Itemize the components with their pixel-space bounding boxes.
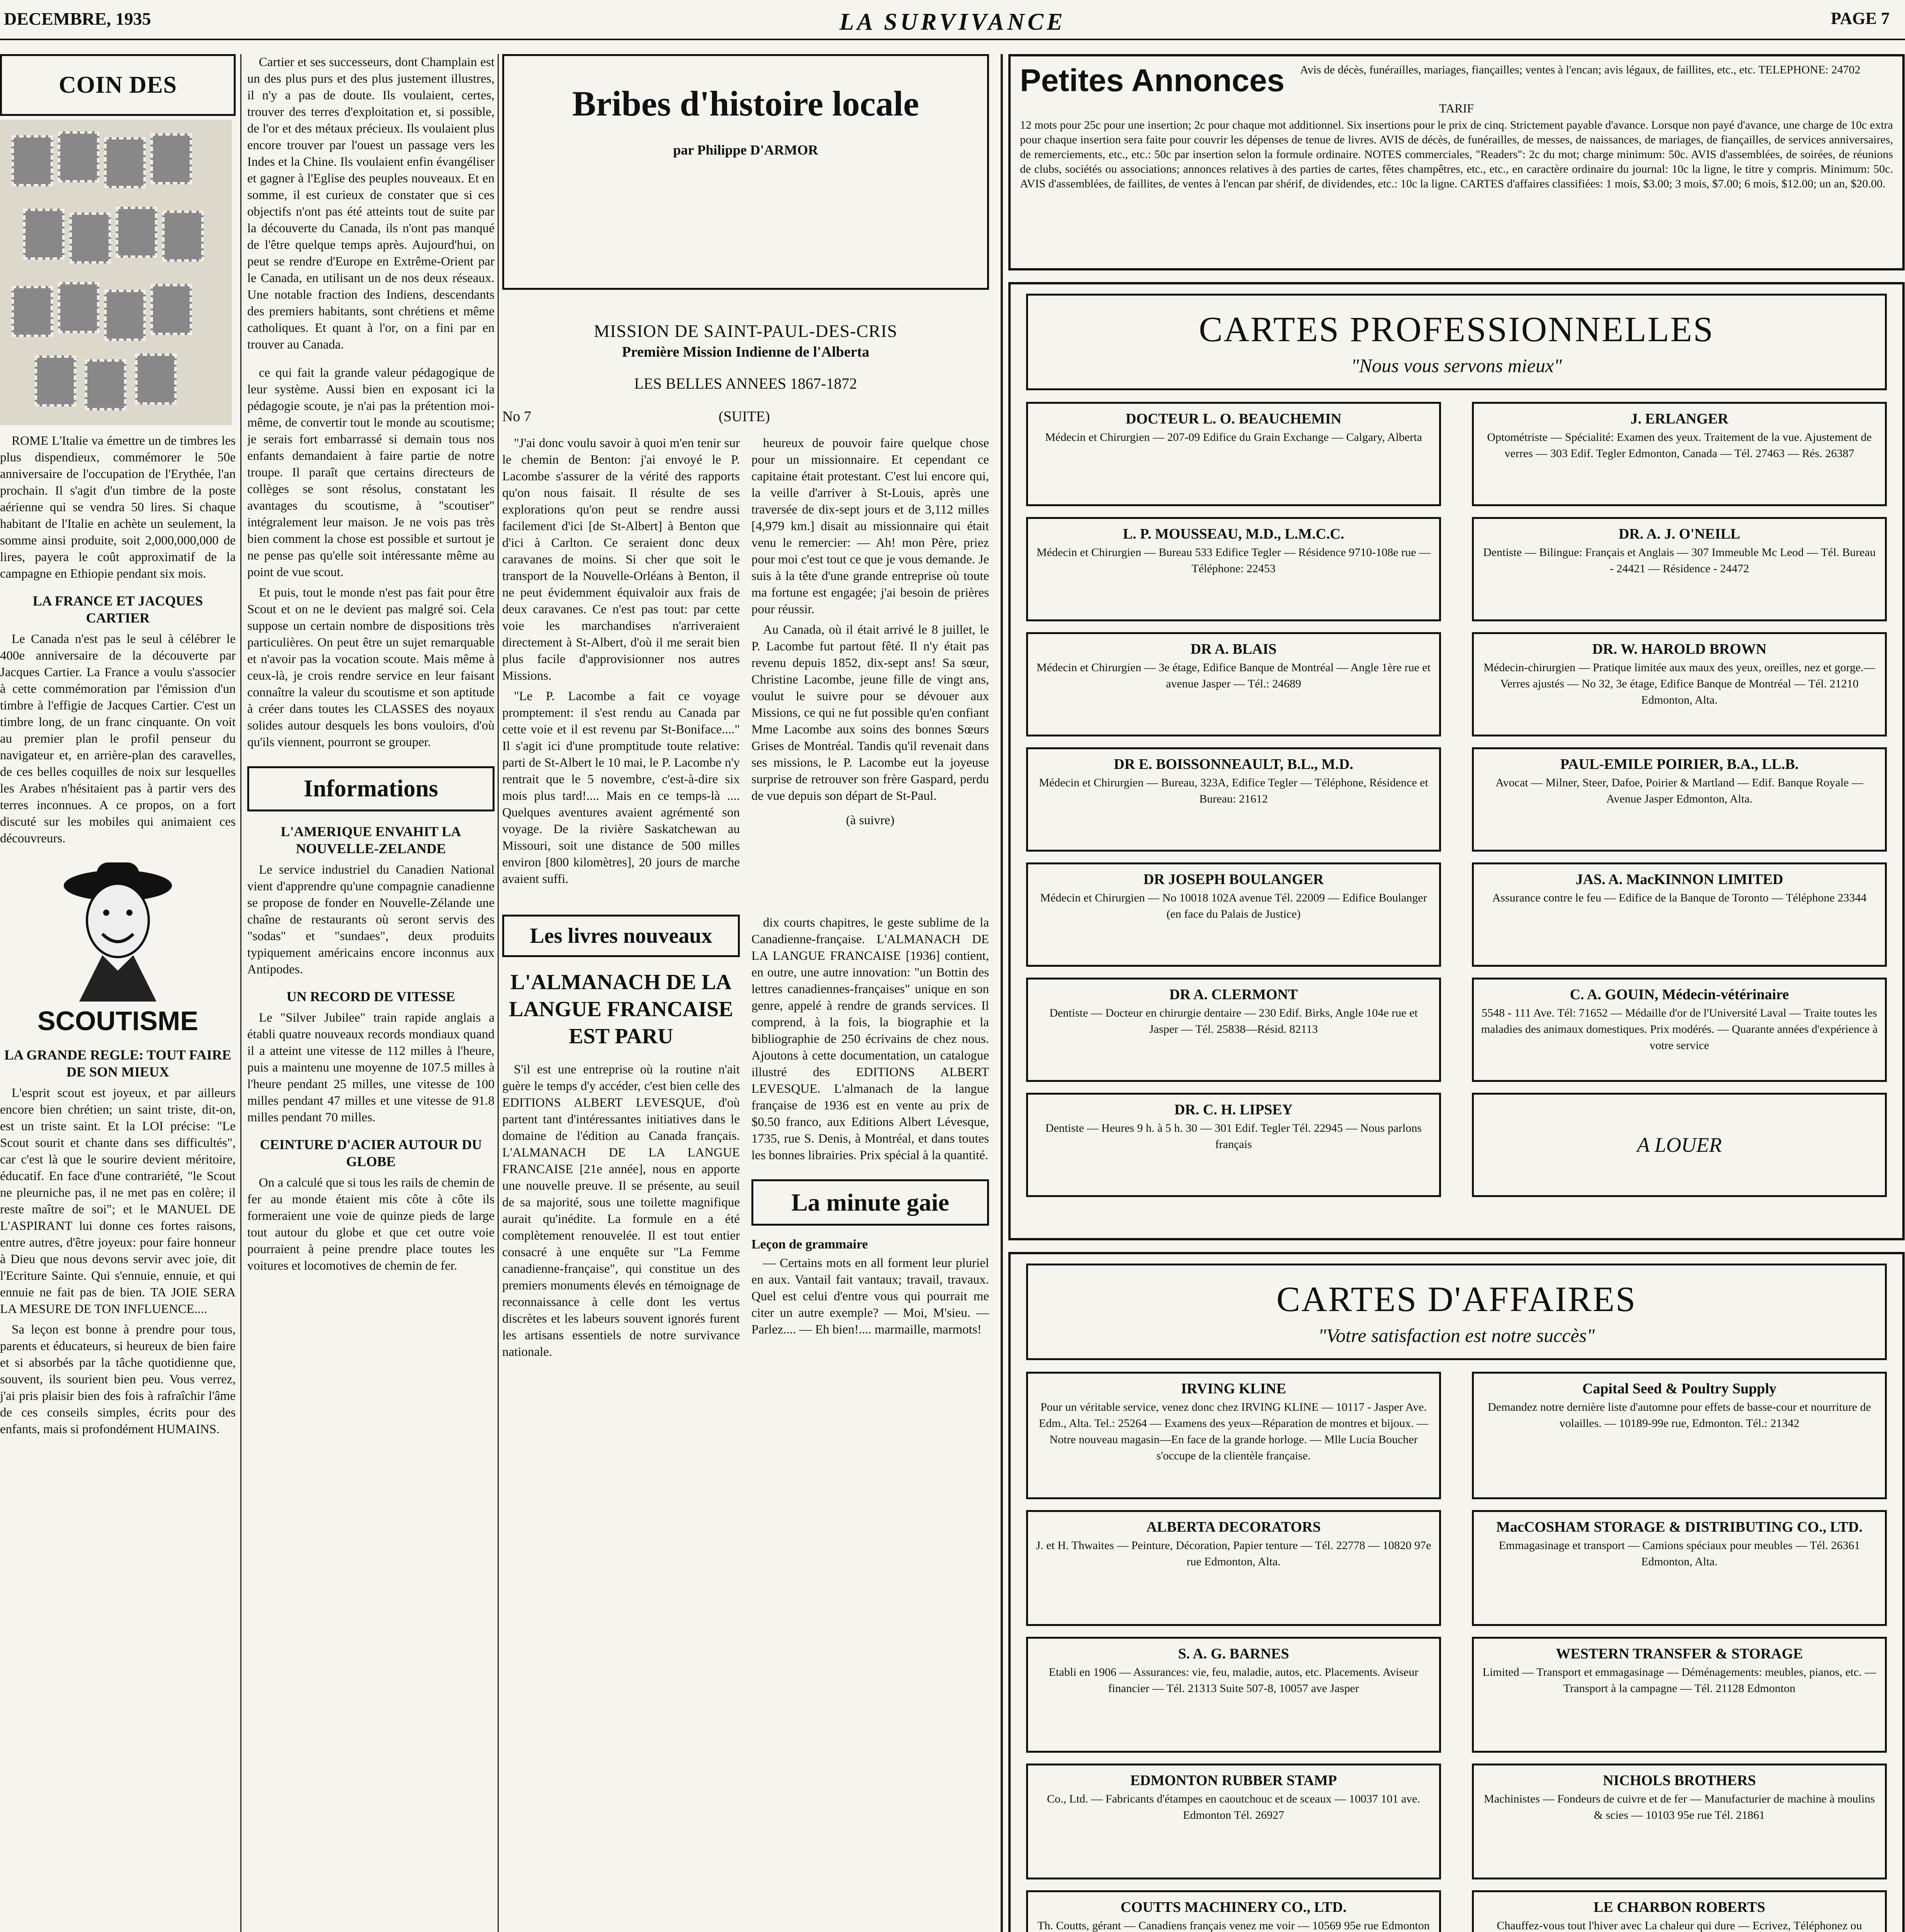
minute-gaie-title: La minute gaie: [751, 1179, 989, 1226]
stamps-illustration: [0, 120, 232, 425]
cartes-professionnelles-title: CARTES PROFESSIONNELLES: [1199, 310, 1714, 349]
pro-card: DR A. BLAIS Médecin et Chirurgien — 3e étage, Edifice Banque de Montréal — Angle 1ère rue et avenue Jasper — Tél.: 24689: [1026, 632, 1441, 736]
business-card: ALBERTA DECORATORS J. et H. Thwaites — Peinture, Décoration, Papier tenture — Tél. 22778 — 10820 97e rue Edmonton, Alta.: [1026, 1510, 1441, 1626]
pro-card: PAUL-EMILE POIRIER, B.A., LL.B. Avocat — Milner, Steer, Dafoe, Poirier & Martland — Edif. Banque Royale — Avenue Jasper Edmonton, Alta.: [1472, 747, 1887, 852]
info-record-text: Le "Silver Jubilee" train rapide anglais a établi quatre nouveaux records mondiaux quand il a atteint une vitesse de 112 milles à l'heure, puis a maintenu une moyenne de 107.5 milles à l'heure pendant 25 milles, une vitesse de 100 milles pendant 47 milles et une vitesse de 91.8 milles pendant 70 milles.: [247, 1011, 495, 1124]
pro-card: JAS. A. MacKINNON LIMITED Assurance contre le feu — Edifice de la Banque de Toronto — Téléphone 23344: [1472, 862, 1887, 967]
pro-card: DR E. BOISSONNEAULT, B.L., M.D. Médecin et Chirurgien — Bureau, 323A, Edifice Tegler — Téléphone, Résidence et Bureau: 21612: [1026, 747, 1441, 852]
almanach-text: S'il est une entreprise où la routine n'ait guère le temps d'y accéder, c'est bien celle des EDITIONS ALBERT LEVESQUE, d'où partent tant d'intéressantes initiatives dans le domaine de l'édition au Canada français. L'ALMANACH DE LA LANGUE FRANCAISE [21e année], nous en apporte une nouvelle preuve. Il se présente, au seuil de sa majorité, sous une toilette magnifique aurait qu'inédite. La formule en a été complètement renouvelée. Il est tout entier consacré à une enquête sur "La Femme canadienne-française", qui constitue un des premiers monuments élevés en témoignage de reconnaissance à celle dont les vertus discrètes et les labeurs souvent ignorés furent les artisans essentiels de notre survivance nationale.: [502, 1063, 740, 1359]
column-divider: [498, 54, 499, 1932]
column-cartier-informations: [247, 54, 495, 1932]
petites-annonces-box: [1008, 54, 1905, 270]
episode-number: No 7: [502, 408, 531, 425]
scoutisme-continuation: ce qui fait la grande valeur pédagogique de leur système. Aussi bien en exposant ici la pédagogie scoute, je n'ai pas la prétention moi-même, de convertir tout le monde au scoutisme; je serais fort embarrassé si demain tous nos enfants demandaient à faire partie de notre troupe. Il paraît que certains directeurs de collèges se sont résolus, constatant les avantages du scoutisme, à "scoutiser" intégralement leur maison. Je ne vois pas très bien comment la chose est possible et surtout je ne pense pas qu'elle soit intéressante même au point de vue scout. Et puis, tout le monde n'est pas fait pour être Scout et on ne le devient pas malgré soi. Cela suppose un certain nombre de dispositions très particulières. On peut être un sujet remarquable et n'avoir pas la vocation scoute. Mais même à ceux-là, je crois rendre service en leur faisant connaître la valeur du scoutisme et son aptitude à créer dans toutes les CLASSES des noyaux solides autour desquels les bons vouloirs, d'où qu'ils viennent, pourront se grouper.: [247, 366, 495, 749]
info-ceinture-heading: CEINTURE D'ACIER AUTOUR DU GLOBE: [260, 1137, 482, 1169]
scoutisme-text: L'esprit scout est joyeux, et par ailleurs encore bien chrétien; un saint triste, dit-on, est un triste saint. Et la LOI précise: "Le Scout sourit et chante dans ses difficultés", car c'est là que le sourire devient méritoire, éducatif. En face d'une contrariété, "le Scout ne pleurniche pas, il ne met pas en colère; il reste maître de soi"; et le MANUEL DE L'ASPIRANT lui donne ces fortes raisons, entre autres, d'être joyeux: pour faire honneur à Dieu que nous devons servir avec joie, dit l'Ecriture Sainte. Qui s'ennuie, ennuie, et qui ennuie ne fait pas de bien. TA JOIE SERA LA MESURE DE TON INFLUENCE.... Sa leçon est bonne à prendre pour tous, parents et éducateurs, si heureux de bien faire et si absorbés par la tâche quotidienne que, souvent, ils sourient bien peu. Vous verrez, j'ai pris plaisir bien des fois à rafraîchir l'âme de ces conseils simples, écrits pour des enfants, mais si profondément HUMAINS.: [0, 1086, 236, 1436]
livres-nouveaux-banner: Les livres nouveaux: [502, 915, 740, 957]
scout-portrait-illustration: [60, 855, 176, 1002]
column-divider: [240, 54, 241, 1932]
cartes-professionnelles-slogan: "Nous vous servons mieux": [1351, 355, 1562, 376]
a-suivre: (à suivre): [846, 813, 895, 827]
bribes-text-right: heureux de pouvoir faire quelque chose pour un missionnaire. Et cependant ce capitaine était protestant. C'est lui encore qui, la veille d'arriver à St-Louis, après une traversée de dix-sept jours et de 3,112 milles [4,979 km.] disait au missionnaire qui était venu le remercier: — Ah! mon Père, priez pour moi c'est tout ce que je vous demande. Je suis à la tête d'une grande entreprise où toute ma fortune est engagée; j'ai besoin de prières pour réussir. Au Canada, où il était arrivé le 8 juillet, le P. Lacombe fut partout fêté. Il n'y était pas revenu depuis 1852, dix-sept ans! Sa sœur, Christine Lacombe, jeune fille de vingt ans, voulut le suivre pour se dévouer aux Missions, ce qui ne fut possible qu'en confiant Mme Lacombe aux soins des bonnes Sœurs Grises de Montréal. Tandis qu'il revenait dans ses missions, le P. Lacombe eut la joyeuse surprise de retrouver son frère Gaspard, perdu de vue depuis son départ de St-Paul. (à suivre): [751, 435, 989, 891]
pro-card: DR. W. HAROLD BROWN Médecin-chirurgien — Pratique limitée aux maux des yeux, oreilles, nez et gorge.—Verres ajustés — No 32, 3e étage, Edifice Banque de Montréal — Tél. 21210 Edmonton, Alta.: [1472, 632, 1887, 736]
pro-card: DOCTEUR L. O. BEAUCHEMIN Médecin et Chirurgien — 207-09 Edifice du Grain Exchange — Calgary, Alberta: [1026, 402, 1441, 506]
info-ceinture-text: On a calculé que si tous les rails de chemin de fer au monde étaient mis côte à côte ils formeraient une voie de quinze pieds de large tout autour du globe et que cet outre voie pourraient à peine prendre place toutes les voitures et locomotives de chemin de fer.: [247, 1176, 495, 1273]
business-card: NICHOLS BROTHERS Machinistes — Fondeurs de cuivre et de fer — Manufacturier de machine à moulins & scies — 10103 95e rue Tél. 21861: [1472, 1764, 1887, 1879]
issue-date: DECEMBRE, 1935: [4, 9, 151, 29]
business-card: Capital Seed & Poultry Supply Demandez notre dernière liste d'automne pour effets de basse-cour et nourriture de volailles. — 10189-99e rue, Edmonton. Tél.: 21342: [1472, 1372, 1887, 1499]
belles-annees-heading: LES BELLES ANNEES 1867-1872: [634, 375, 857, 392]
petites-annonces-title: Petites Annonces: [1020, 63, 1285, 98]
pro-card: DR. C. H. LIPSEY Dentiste — Heures 9 h. à 5 h. 30 — 301 Edif. Tegler Tél. 22945 — Nous parlons français: [1026, 1093, 1441, 1197]
mission-title: MISSION DE SAINT-PAUL-DES-CRIS: [594, 321, 897, 341]
scoutisme-title: SCOUTISME: [37, 1006, 199, 1036]
france-cartier-heading: LA FRANCE ET JACQUES CARTIER: [32, 593, 203, 626]
info-nouvelle-zelande-text: Le service industriel du Canadien National vient d'apprendre qu'une compagnie canadienne se propose de fonder en Nouvelle-Zélande une chaîne de restaurants où seront servis des "sodas" et "sundaes", deux produits typiquement américains encore inconnus aux Antipodes.: [247, 863, 495, 976]
business-card: IRVING KLINE Pour un véritable service, venez donc chez IRVING KLINE — 10117 - Jasper Ave. Edm., Alta. Tel.: 25264 — Examens des yeux—Réparation de montres et bijoux. — Notre nouveau magasin—En face de la grande horloge. — Mlle Lucia Boucher s'occupe de la clientèle française.: [1026, 1372, 1441, 1499]
cartes-affaires-title: CARTES D'AFFAIRES: [1276, 1279, 1636, 1319]
pro-card: C. A. GOUIN, Médecin-vétérinaire 5548 - 111 Ave. Tél: 71652 — Médaille d'or de l'Université Laval — Traite toutes les maladies des animaux domestiques. Prix modérés. — Quarante années d'expérience à votre service: [1472, 978, 1887, 1082]
informations-title: Informations: [247, 766, 495, 811]
column-divider: [1001, 54, 1003, 1932]
scoutisme-subheading: LA GRANDE REGLE: TOUT FAIRE DE SON MIEUX: [4, 1047, 231, 1080]
bribes-text-left: "J'ai donc voulu savoir à quoi m'en tenir sur le chemin de Benton: j'ai envoyé le P. Lacombe s'assurer de la vérité des rapports qu'on nous faisait. Il résulte de ses explorations qu'on peut se rendre aussi facilement d'ici [de St-Albert] à Benton que d'ici à Carlton. Ce seraient donc deux caravanes de moins. Si cher que soit le transport de la Nouvelle-Orléans à Benton, il ne peut évidemment équivaloir aux frais de deux caravanes. Ce n'est pas tout: par cette voie les marchandises n'arriveraient directement à St-Albert, d'où il me serait bien plus facile d'approvisionner nos autres Missions. "Le P. Lacombe a fait ce voyage promptement: il s'est rendu au Canada par cette voie et il est revenu par St-Boniface...." Il s'agit ici d'une promptitude toute relative: parti de St-Albert le 10 mai, le P. Lacombe n'y rentrait que le 5 novembre, c'est-à-dire six mois plus tard!.... Mais en ce temps-là .... Quelques aventures avaient agrémenté son voyage. De la rivière Saskatchewan au Missouri, soit une distance de 500 milles environ [800 kilomètres], 20 jours de marche avaient suffi.: [502, 436, 740, 886]
business-card: S. A. G. BARNES Etabli en 1906 — Assurances: vie, feu, maladie, autos, etc. Placements. Aviseur financier — Tél. 21313 Suite 507-8, 10057 ave Jasper: [1026, 1637, 1441, 1753]
business-card: WESTERN TRANSFER & STORAGE Limited — Transport et emmagasinage — Déménagements: meubles, pianos, etc. — Transport à la campagne — Tél. 21128 Edmonton: [1472, 1637, 1887, 1753]
lecon-grammaire-text: — Certains mots en all forment leur pluriel en aux. Vantail fait vantaux; travail, travaux. Quel est celui d'entre vous qui pourrait me citer un autre exemple? — Moi, M'sieu. — Parlez.... — Eh bien!.... marmaille, marmots!: [751, 1256, 989, 1337]
cartes-affaires-grid: [1026, 1372, 1887, 1932]
mission-subtitle: Première Mission Indienne de l'Alberta: [622, 344, 870, 360]
france-cartier-text: Le Canada n'est pas le seul à célébrer le 400e anniversaire de la découverte par Jacques Cartier. La France a voulu s'associer à cette commémoration par l'émission d'un timbre à l'effigie de Jacques Cartier. C'est un timbre long, de un franc cinquante. On voit au premier plan le profil penseur du navigateur et, en arrière-plan des caravelles, de ces belles coquilles de noix sur lesquelles les Arabes n'hésitaient pas à partir vers des terres inconnues. A ce propos, on a fort discuté sur les mobiles qui animaient ces découvreurs.: [0, 632, 236, 845]
bribes-title: Bribes d'histoire locale: [572, 84, 919, 123]
a-louer-card: A LOUER: [1472, 1093, 1887, 1197]
pro-card: L. P. MOUSSEAU, M.D., L.M.C.C. Médecin et Chirurgien — Bureau 533 Edifice Tegler — Résidence 9710-108e rue — Téléphone: 22453: [1026, 517, 1441, 621]
page-number: PAGE 7: [1831, 9, 1890, 28]
bribes-text-columns: [502, 435, 989, 891]
business-card: EDMONTON RUBBER STAMP Co., Ltd. — Fabricants d'étampes en caoutchouc et de sceaux — 10037 101 ave. Edmonton Tél. 26927: [1026, 1764, 1441, 1879]
bribes-header-box: [502, 54, 989, 290]
tarif-text: 12 mots pour 25c pour une insertion; 2c pour chaque mot additionnel. Six insertions pour le prix de cinq. Strictement payable d'avance. Lorsque non payé d'avance, une charge de 10c extra pour chaque insertion sera faite pour couvrir les dépenses de tenue de livres. AVIS de décès, de funérailles, de messes, de naissances, de mariages, de fiançailles, de services anniversaires, de remerciements, etc., etc.: 50c par insertion selon la formule ordinaire. NOTES commerciales, "Readers": 2c du mot; charge minimum: 50c. AVIS d'assemblées, de soirées, de réunions de clubs, sociétés ou associations; annonces relatives à des parties de cartes, fêtes champêtres, etc., etc., en caractère ordinaire du journal: 10c la ligne, le titre y compris. Minimum: 50c. AVIS d'assemblées, de faillites, de ventes à l'encan par shérif, de dividendes, etc.: 10c la ligne. CARTES d'affaires classifiées: 1 mois, $3.00; 3 mois, $7.00; 6 mois, $12.00; un an, $20.00.: [1020, 119, 1893, 190]
cartier-continuation: Cartier et ses successeurs, dont Champlain est un des plus purs et des plus justement illustres, il n'y a pas de doute. Ils voulaient, certes, trouver des terres d'exploitation et, si possible, de l'or et des métaux précieux. Ils voulaient plus encore trouver par l'ouest un passage vers les Indes et la Chine. Ils voulaient enfin évangéliser et gagner à l'Eglise des peuples nouveaux. Et en somme, il est curieux de constater que si ces objectifs n'ont pas été atteints tout de suite par la découverte du Canada, ils n'ont pas manqué de l'être quelque temps après. Aujourd'hui, on peut se rendre d'Europe en Extrême-Orient par le Canada, en utilisant un de nos deux réseaux. Une notable fraction des Indiens, descendants des premiers habitants, sont chrétiens et même catholiques. Et quant à l'or, on a fini par en trouver au Canada.: [247, 55, 495, 352]
advertisements-area: [1008, 54, 1905, 1932]
cartes-affaires-slogan: "Votre satisfaction est notre succès": [1318, 1325, 1595, 1346]
affaires-cards-right: [1472, 1372, 1887, 1932]
cartes-affaires-section: [1008, 1252, 1905, 1932]
philatelistes-title: COIN DES: [0, 54, 236, 116]
business-card: LE CHARBON ROBERTS Chauffez-vous tout l'hiver avec La chaleur qui dure — Ecrivez, Téléphonez ou: [1472, 1890, 1887, 1932]
suite-label: (SUITE): [719, 408, 770, 425]
almanach-title: L'ALMANACH DE LA LANGUE FRANCAISE EST PARU: [509, 970, 733, 1048]
business-card: MacCOSHAM STORAGE & DISTRIBUTING CO., LTD. Emmagasinage et transport — Camions spéciaux pour meubles — Tél. 26361 Edmonton, Alta.: [1472, 1510, 1887, 1626]
cartes-affaires-banner: [1026, 1264, 1887, 1360]
column-bribes-livres: [502, 54, 989, 1932]
pro-cards-left: [1026, 402, 1441, 1197]
pro-card: DR. A. J. O'NEILL Dentiste — Bilingue: Français et Anglais — 307 Immeuble Mc Leod — Tél. Bureau - 24421 — Résidence - 24472: [1472, 517, 1887, 621]
tarif-label: TARIF: [1439, 101, 1474, 115]
lecon-grammaire-heading: Leçon de grammaire: [751, 1237, 868, 1252]
info-nouvelle-zelande-heading: L'AMERIQUE ENVAHIT LA NOUVELLE-ZELANDE: [280, 824, 461, 856]
livres-section: [502, 915, 989, 1364]
philatelie-intro: ROME L'Italie va émettre un de timbres les plus dispendieux, commémorer le 50e anniversaire de l'occupation de l'Erythée, l'an prochain. Il s'agit d'un timbre de la poste aérienne qui se vendra 50 lires. Si chaque habitant de l'Italie en achète un seulement, la somme ainsi produite, soit 2,000,000,000 de lires, payera le coût approximatif de la campagne en Ethiopie pendant six mois.: [0, 434, 236, 581]
cartes-professionnelles-grid: [1026, 402, 1887, 1197]
pro-card: J. ERLANGER Optométriste — Spécialité: Examen des yeux. Traitement de la vue. Ajustement de verres — 303 Edif. Tegler Edmonton, Canada — Tél. 27463 — Rés. 26387: [1472, 402, 1887, 506]
pro-card: DR A. CLERMONT Dentiste — Docteur en chirurgie dentaire — 230 Edif. Birks, Angle 104e rue et Jasper — Tél. 25838—Résid. 82113: [1026, 978, 1441, 1082]
column-philatelie-scoutisme: [0, 54, 236, 1932]
petites-annonces-top: Avis de décès, funérailles, mariages, fiançailles; ventes à l'encan; avis légaux, de faillites, etc., etc. TELEPHONE: 24702: [1300, 63, 1861, 76]
almanach-text-continued: dix courts chapitres, le geste sublime de la Canadienne-française. L'ALMANACH DE LA LANGUE FRANCAISE [1936] contient, en outre, une autre innovation: "un Bottin des lettres canadiennes-françaises" unique en son genre, appelé à rendre de grands services. Il comprend, à la fois, la biographie et la bibliographie de 250 écrivains de chez nous. Ajoutons à cette documentation, un catalogue illustré des EDITIONS ALBERT LEVESQUE. L'almanach de la langue française de 1936 est en vente au prix de $0.50 franco, aux Editions Albert Lévesque, 1735, rue S. Denis, à Montréal, et dans toutes les bonnes librairies. Prix spécial à la quantité.: [751, 916, 989, 1162]
page-header: [0, 0, 1905, 43]
bribes-author: par Philippe D'ARMOR: [673, 142, 818, 158]
business-card: COUTTS MACHINERY CO., LTD. Th. Coutts, gérant — Canadiens français venez me voir — 10569 95e rue Edmonton: [1026, 1890, 1441, 1932]
pro-card: DR JOSEPH BOULANGER Médecin et Chirurgien — No 10018 102A avenue Tél. 22009 — Edifice Boulanger (en face du Palais de Justice): [1026, 862, 1441, 967]
cartes-professionnelles-banner: [1026, 294, 1887, 390]
episode-line: [502, 408, 989, 427]
cartes-professionnelles-section: [1008, 282, 1905, 1240]
affaires-cards-left: [1026, 1372, 1441, 1932]
header-rule: [0, 39, 1905, 40]
pro-cards-right: [1472, 402, 1887, 1197]
newspaper-title: LA SURVIVANCE: [839, 9, 1066, 35]
info-record-heading: UN RECORD DE VITESSE: [286, 989, 455, 1004]
